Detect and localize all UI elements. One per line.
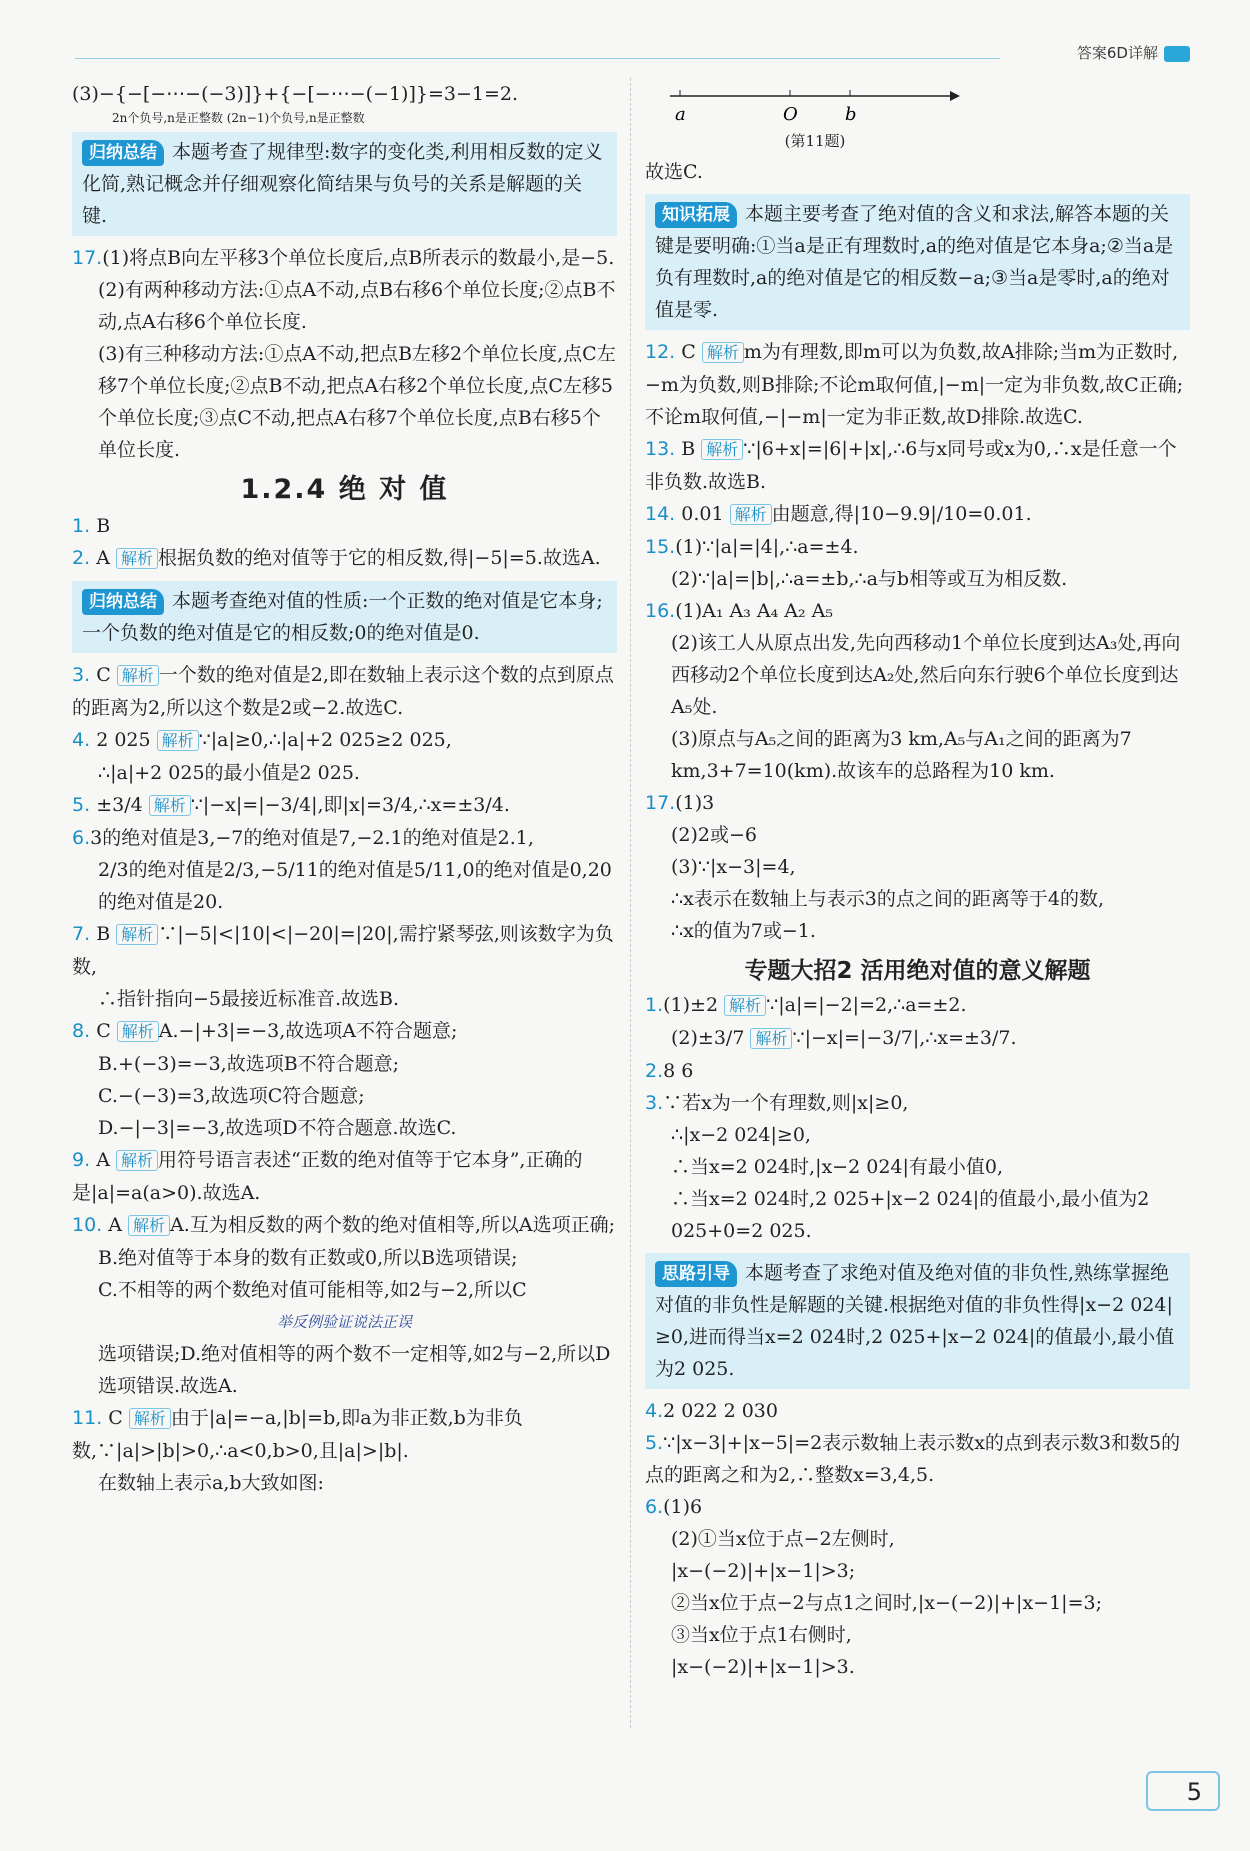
analysis-tag: 解析 [128,1215,170,1236]
answer-text: A.互为相反数的两个数的绝对值相等,所以A选项正确; [170,1214,615,1236]
analysis-tag: 解析 [701,439,743,460]
answer-text: ∴指针指向−5最接近标准音.故选B. [98,988,400,1010]
answer-item [72,918,617,983]
analysis-tag: 解析 [750,1028,792,1049]
summary-text: 本题考查绝对值的性质:一个正数的绝对值是它本身;一个负数的绝对值是它的相反数;0的绝对值是0. [82,590,603,644]
question-number: 4. [645,1400,664,1422]
question-number: 11. [72,1407,103,1429]
analysis-tag: 解析 [116,924,158,945]
answer-text: C.不相等的两个数绝对值可能相等,如2与−2,所以C [98,1279,527,1301]
header-rule [75,58,1000,59]
answer-choice: A [96,547,110,569]
answer-text: 故选C. [645,161,703,183]
question-number: 17. [645,792,676,814]
question-number: 1. [645,994,664,1016]
answer-text: ∴x的值为7或−1. [671,920,816,942]
answer-text: ∴|x−2 024|≥0, [671,1124,811,1146]
question-number: 3. [645,1092,664,1114]
answer-item [72,242,617,274]
answer-choice: B [681,438,696,460]
answer-item [645,1395,1190,1427]
answer-text: (2)2或−6 [671,824,758,846]
answer-item [645,1087,1190,1119]
hint-text: 本题考查了求绝对值及绝对值的非负性,熟练掌握绝对值的非负性是解题的关键.根据绝对值的非负性得|x−2 024|≥0,进而得当x=2 024时,2 025+|x−2 024|的值最小,最小值为2 025. [655,1262,1175,1380]
question-number: 16. [645,600,676,622]
answer-item [72,1015,617,1048]
answer-item [645,989,1190,1022]
answer-text: ∴|a|+2 025的最小值是2 025. [98,762,360,784]
handwritten-note: 举反例验证说法正误 [276,1313,412,1331]
answer-item [72,510,617,542]
graduation-cap-icon [1164,46,1190,62]
answer-text: (1)∵|a|=|4|,∴a=±4. [675,536,859,558]
analysis-tag: 解析 [117,1021,159,1042]
answer-text: ∵|−x|=|−3/4|,即|x|=3/4,∴x=±3/4. [190,794,510,816]
answer-text: 由于|a|=−a,|b|=b,即a为非正数,b为非负数,∵|a|>|b|>0,∴a<0,b>0,且|a|>|b|. [72,1407,523,1462]
question-number: 8. [72,1020,91,1042]
knowledge-text: 本题主要考查了绝对值的含义和求法,解答本题的关键是要明确:①当a是正有理数时,a的绝对值是它本身a;②当a是负有理数时,a的绝对值是它的相反数−a;③当a是零时,a的绝对值是零. [655,203,1174,321]
answer-item [645,336,1190,433]
question-number: 5. [645,1432,664,1454]
label-a: a [675,104,686,125]
answer-text: (3)∵|x−3|=4, [671,856,796,878]
summary-badge: 归纳总结 [82,589,164,615]
answer-line: (3)−{−[−⋯−(−3)]}+{−[−⋯−(−1)]}=3−1=2. [72,83,519,105]
page-number-tab [1146,1771,1220,1811]
answer-text: ∵|6+x|=|6|+|x|,∴6与x同号或x为0,∴x是任意一个非负数.故选B. [645,438,1177,493]
question-number: 6. [72,827,91,849]
answer-text: (3)原点与A₅之间的距离为3 km,A₅与A₁之间的距离为7 km,3+7=10(km).故该车的总路程为10 km. [671,728,1132,782]
analysis-tag: 解析 [724,995,766,1016]
answer-text: ∵|a|=|−2|=2,∴a=±2. [766,994,967,1016]
answer-item [645,433,1190,498]
label-o: O [783,104,798,125]
answer-item [645,1055,1190,1087]
answer-text: ②当x位于点−2与点1之间时,|x−(−2)|+|x−1|=3; [671,1592,1102,1614]
answer-text: C.−(−3)=3,故选项C符合题意; [98,1085,365,1107]
answer-text: ∵|−x|=|−3/7|,∴x=±3/7. [792,1027,1017,1049]
analysis-tag: 解析 [116,548,158,569]
number-line [665,78,965,134]
answer-text: B.绝对值等于本身的数有正数或0,所以B选项错误; [98,1247,518,1269]
analysis-tag: 解析 [129,1408,171,1429]
answer-item [72,542,617,575]
answer-text: 由题意,得|10−9.9|/10=0.01. [771,503,1032,525]
analysis-tag: 解析 [702,342,744,363]
answer-choice: A [108,1214,122,1236]
answer-text: ∵若x为一个有理数,则|x|≥0, [663,1092,909,1114]
arrow-head [950,91,960,101]
answer-item [72,1144,617,1209]
answer-text: 一个数的绝对值是2,即在数轴上表示这个数的点到原点的距离为2,所以这个数是2或−2.故选C. [72,664,614,719]
left-column [72,78,617,1499]
answer-item [72,822,617,854]
analysis-tag: 解析 [149,795,191,816]
answer-text: 3的绝对值是3,−7的绝对值是7,−2.1的绝对值是2.1, [90,827,534,849]
answer-text: (1)±2 [663,994,719,1016]
analysis-tag: 解析 [116,1150,158,1171]
answer-item [645,498,1190,531]
answer-text: (2)∵|a|=|b|,∴a=±b,∴a与b相等或互为相反数. [671,568,1068,590]
question-number: 9. [72,1149,91,1171]
answer-item [72,789,617,822]
summary-box [72,132,617,236]
summary-badge: 归纳总结 [82,140,164,166]
column-divider [630,78,631,1728]
answer-item [72,724,617,757]
question-number: 2. [72,547,91,569]
question-number: 5. [72,794,91,816]
answer-text: 2/3的绝对值是2/3,−5/11的绝对值是5/11,0的绝对值是0,20的绝对值是20. [98,859,612,913]
answer-text: (1)6 [663,1496,703,1518]
knowledge-badge: 知识拓展 [655,202,737,228]
answer-text: ∴x表示在数轴上与表示3的点之间的距离等于4的数, [671,888,1105,910]
analysis-tag: 解析 [730,504,772,525]
answer-choice: 2 025 [96,729,151,751]
hint-badge: 思路引导 [655,1261,737,1287]
header-label: 答案6D详解 [1076,44,1158,62]
question-number: 3. [72,664,91,686]
knowledge-box [645,194,1190,330]
answer-choice: A [96,1149,110,1171]
answer-text: B.+(−3)=−3,故选项B不符合题意; [98,1053,400,1075]
answer-item [72,1402,617,1467]
question-number: 2. [645,1060,664,1082]
answer-choice: C [108,1407,123,1429]
question-number: 1. [72,515,91,537]
summary-box [72,581,617,653]
answer-text: (2)有两种移动方法:①点A不动,点B右移6个单位长度;②点B不动,点A右移6个单位长度. [98,279,616,333]
answer-text: 在数轴上表示a,b大致如图: [98,1472,324,1494]
answer-text: (1)将点B向左平移3个单位长度后,点B所表示的数最小,是−5. [102,247,615,269]
answer-text: ∵|x−3|+|x−5|=2表示数轴上表示数x的点到表示数3和数5的点的距离之和为2,∴整数x=3,4,5. [645,1432,1181,1486]
answer-text: |x−(−2)|+|x−1|>3. [671,1656,855,1678]
figure-caption: (第11题) [784,132,846,150]
answer-item [645,1491,1190,1523]
answer-text: ∴当x=2 024时,2 025+|x−2 024|的值最小,最小值为2 025+0=2 025. [671,1188,1150,1242]
label-b: b [845,104,857,125]
answer-item [72,659,617,724]
number-line-figure [645,78,1190,156]
question-number: 10. [72,1214,103,1236]
question-number: 15. [645,536,676,558]
right-column [645,78,1190,1683]
answer-item [645,1427,1190,1491]
page-number: 5 [1186,1778,1202,1806]
answer-choice: 0.01 [681,503,724,525]
answer-text: 8 6 [663,1060,694,1082]
answer-item [645,595,1190,627]
answer-text: (2)±3/7 [671,1027,745,1049]
answer-choice: B [96,515,111,537]
answer-text: (2)①当x位于点−2左侧时, [671,1528,895,1550]
answer-text: |x−(−2)|+|x−1|>3; [671,1560,856,1582]
section-title: 1.2.4 绝 对 值 [240,474,449,505]
answer-text: ∵|−5|<|10|<|−20|=|20|,需拧紧琴弦,则该数字为负数, [72,923,614,978]
answer-text: ∴当x=2 024时,|x−2 024|有最小值0, [671,1156,1004,1178]
answer-text: (1)3 [675,792,715,814]
answer-item [645,531,1190,563]
answer-text: 用符号语言表述“正数的绝对值等于它本身”,正确的是|a|=a(a>0).故选A. [72,1149,583,1204]
answer-text: (3)有三种移动方法:①点A不动,把点B左移2个单位长度,点C左移7个单位长度;②点B不动,把点A右移2个单位长度,点C左移5个单位长度;③点C不动,把点A右移7个单位长度,点B右移5个单位长度. [98,343,616,461]
answer-item [645,787,1190,819]
answer-choice: ±3/4 [96,794,143,816]
summary-text: 本题考查了规律型:数字的变化类,利用相反数的定义化简,熟记概念并仔细观察化简结果与负号的关系是解题的关键. [82,141,603,227]
answer-item [645,1022,1190,1055]
answer-choice: B [96,923,111,945]
answer-choice: C [96,1020,111,1042]
question-number: 14. [645,503,676,525]
question-number: 17. [72,247,103,269]
answer-text: 2 022 2 030 [663,1400,778,1422]
answer-text: 根据负数的绝对值等于它的相反数,得|−5|=5.故选A. [157,547,601,569]
answer-text: 选项错误;D.绝对值相等的两个数不一定相等,如2与−2,所以D选项错误.故选A. [98,1343,611,1397]
answer-text: A.−|+3|=−3,故选项A不符合题意; [158,1020,458,1042]
question-number: 7. [72,923,91,945]
brace-note: 2n个负号,n是正整数 (2n−1)个负号,n是正整数 [112,111,365,125]
answer-text: ∵|a|≥0,∴|a|+2 025≥2 025, [198,729,452,751]
question-number: 12. [645,341,676,363]
question-number: 13. [645,438,676,460]
answer-text: D.−|−3|=−3,故选项D不符合题意.故选C. [98,1117,457,1139]
analysis-tag: 解析 [157,730,199,751]
answer-choice: C [96,664,111,686]
analysis-tag: 解析 [117,665,159,686]
answer-text: m为有理数,即m可以为负数,故A排除;当m为正数时,−m为负数,则B排除;不论m取何值,|−m|一定为非负数,故C正确;不论m取何值,−|−m|一定为非正数,故D排除.故选C. [645,341,1184,428]
answer-text: (2)该工人从原点出发,先向西移动1个单位长度到达A₃处,再向西移动2个单位长度到达A₂处,然后向东行驶6个单位长度到达A₅处. [671,632,1181,718]
section-title: 专题大招2 活用绝对值的意义解题 [744,958,1091,984]
answer-choice: C [681,341,696,363]
question-number: 4. [72,729,91,751]
question-number: 6. [645,1496,664,1518]
answer-text: (1)A₁ A₃ A₄ A₂ A₅ [675,600,833,622]
page-header [1077,42,1190,63]
hint-box [645,1253,1190,1389]
answer-item [72,1209,617,1242]
answer-text: ③当x位于点1右侧时, [671,1624,852,1646]
